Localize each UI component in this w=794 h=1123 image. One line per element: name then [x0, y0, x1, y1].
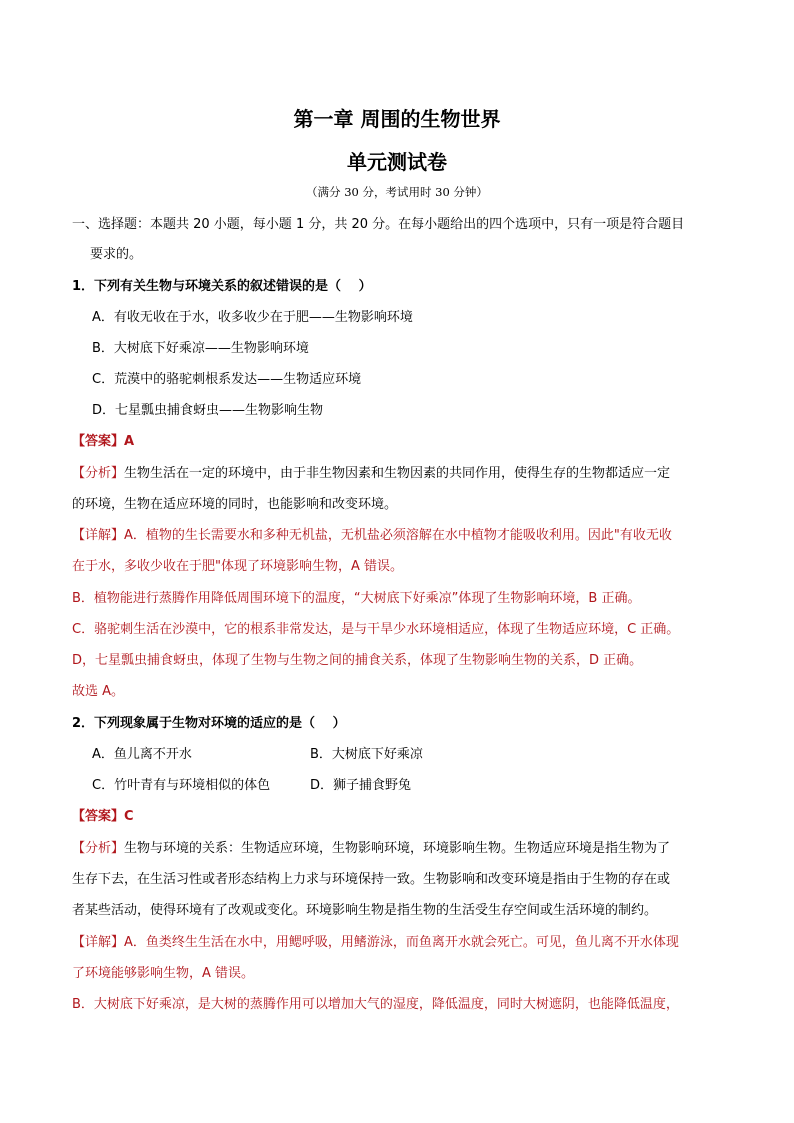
question-1-analysis [72, 465, 732, 483]
question-2-options-row-1 [92, 746, 752, 764]
question-2-options-row-2 [92, 777, 752, 795]
section-instruction: 一、选择题：本题共 20 小题，每小题 1 分，共 20 分。在每小题给出的四个选项中，只有一项是符合题目 [72, 217, 685, 232]
question-2-detail [72, 934, 732, 952]
question-2-detail-line: B．大树底下好乘凉，是大树的蒸腾作用可以增加大气的湿度，降低温度，同时大树遮阴，也能降低温度， [72, 997, 679, 1012]
question-1-option-b: B．大树底下好乘凉——生物影响环境 [92, 341, 309, 356]
page-subtitle: 单元测试卷 [347, 150, 447, 174]
question-2-option-a: A．鱼儿离不开水 [92, 747, 192, 762]
question-1-option-a: A．有收无收在于水，收多收少在于肥——生物影响环境 [92, 310, 413, 325]
question-2-detail-line: 了环境能够影响生物，A 错误。 [72, 966, 255, 981]
question-1-detail-line: 在于水，多收少收在于肥"体现了环境影响生物，A 错误。 [72, 559, 404, 574]
answer-tag: 【答案】 [72, 434, 125, 449]
detail-text: A．植物的生长需要水和多种无机盐，无机盐必须溶解在水中植物才能吸收利用。因此"有收无收 [124, 528, 672, 543]
question-1-stem: 1．下列有关生物与环境关系的叙述错误的是（ ） [72, 279, 372, 294]
question-1-detail-line: B．植物能进行蒸腾作用降低周围环境下的温度，“大树底下好乘凉”体现了生物影响环境，B 正确。 [72, 591, 641, 606]
question-1-option-c: C．荒漠中的骆驼刺根系发达——生物适应环境 [92, 372, 362, 387]
question-1-answer [72, 433, 732, 451]
exam-note: （满分 30 分，考试用时 30 分钟） [306, 185, 488, 199]
section-instruction-cont: 要求的。 [90, 247, 143, 262]
answer-value: A [124, 434, 135, 449]
page-title: 第一章 周围的生物世界 [293, 107, 501, 131]
question-2-analysis-cont: 生存下去，在生活习性或者形态结构上力求与环境保持一致。生物影响和改变环境是指由于生物的存在或 [72, 872, 671, 887]
answer-tag: 【答案】 [72, 809, 125, 824]
detail-tag: 【详解】 [72, 528, 125, 543]
question-2-option-b: B．大树底下好乘凉 [310, 747, 423, 762]
question-1-conclusion: 故选 A。 [72, 684, 125, 699]
detail-tag: 【详解】 [72, 935, 125, 950]
question-1-option-d: D．七星瓢虫捕食蚜虫——生物影响生物 [92, 403, 324, 418]
question-2-stem: 2．下列现象属于生物对环境的适应的是（ ） [72, 716, 346, 731]
analysis-text: 生物与环境的关系：生物适应环境，生物影响环境，环境影响生物。生物适应环境是指生物为了 [124, 841, 671, 856]
question-2-option-c: C．竹叶青有与环境相似的体色 [92, 778, 271, 793]
question-1-analysis-cont: 的环境，生物在适应环境的同时，也能影响和改变环境。 [72, 497, 398, 512]
analysis-text: 生物生活在一定的环境中，由于非生物因素和生物因素的共同作用，使得生存的生物都适应一定 [124, 466, 671, 481]
analysis-tag: 【分析】 [72, 466, 125, 481]
question-2-answer [72, 808, 732, 826]
analysis-tag: 【分析】 [72, 841, 125, 856]
question-1-detail [72, 527, 732, 545]
question-1-detail-line: C．骆驼刺生活在沙漠中，它的根系非常发达，是与干旱少水环境相适应，体现了生物适应环境，C 正确。 [72, 622, 680, 637]
question-1-detail-line: D，七星瓢虫捕食蚜虫，体现了生物与生物之间的捕食关系，体现了生物影响生物的关系，D 正确。 [72, 653, 643, 668]
question-2-analysis [72, 840, 732, 858]
question-2-option-d: D．狮子捕食野兔 [310, 778, 412, 793]
detail-text: A．鱼类终生生活在水中，用鳃呼吸，用鳍游泳，而鱼离开水就会死亡。可见，鱼儿离不开水体现 [124, 935, 679, 950]
answer-value: C [124, 809, 134, 824]
question-2-analysis-cont: 者某些活动，使得环境有了改观或变化。环境影响生物是指生物的生活受生存空间或生活环境的制约。 [72, 903, 658, 918]
